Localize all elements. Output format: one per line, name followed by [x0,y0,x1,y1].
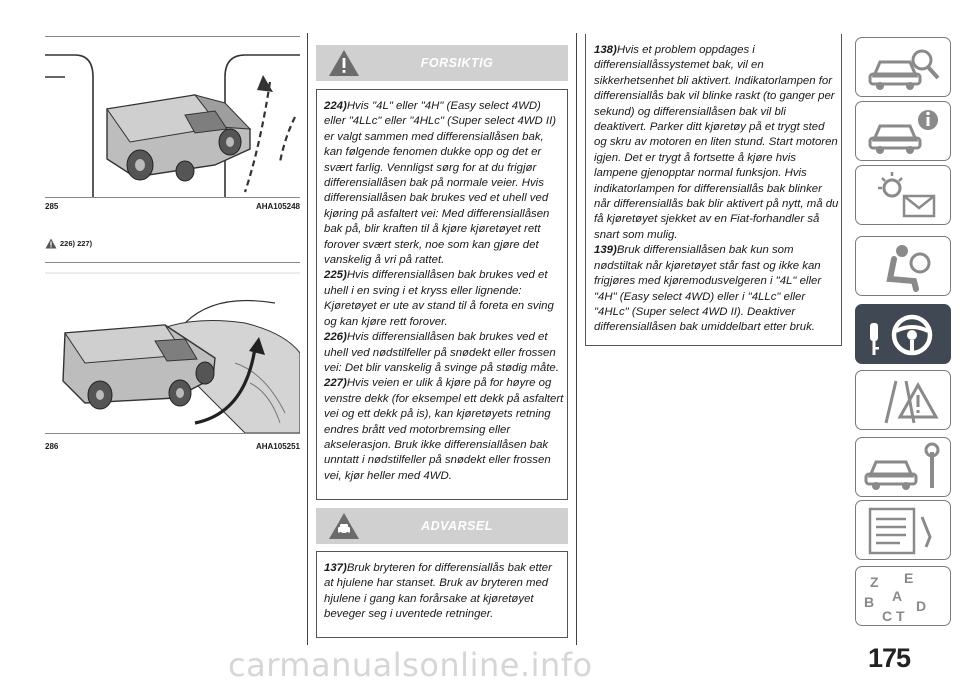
warning-text [324,561,564,623]
continued-warning-panel [585,34,842,346]
caution-references [45,238,92,249]
warning-title: ADVARSEL [421,519,493,533]
technical-data-list-icon [856,501,952,561]
dashboard-lights-message-icon [856,166,952,226]
figure-code: AHA105248 [255,202,300,211]
car-maintenance-wrench-icon [856,438,952,498]
svg-text:D: D [916,598,927,614]
figure-number: 286 [45,442,59,451]
caution-triangle-icon [45,238,57,249]
column-divider [576,33,577,645]
svg-text:C: C [882,608,893,624]
page-number: 175 [868,643,911,673]
tab-technical-data[interactable] [855,500,951,560]
svg-text:E: E [904,570,914,586]
svg-text:T: T [896,608,905,624]
caution-item: 225)Hvis differensiallåsen bak brukes ved et uhell i en sving i et kryss eller lignende: Kjøretøyet er ute av stand til å foreta en sving og kan kjøre rett forover. [324,269,554,328]
tab-safety[interactable] [855,236,951,296]
svg-text:Z: Z [870,574,879,590]
tab-emergency[interactable] [855,370,951,430]
warning-item: 138)Hvis et problem oppdages i differensiallåssystemet bak, vil en sikkerhetsenhet bli aktivert. Indikatorlampen for differensiallås bak vil blinke raskt (to ganger per sekund) og differensiallåsen bak vil bli deaktivert. Parker ditt kjøretøy på et trygt sted og skru av motoren en liten stund. Start motoren igjen. Det er trygt å fortsette å kjøre hvis lampene gjenopptar normal funksjon. Hvis indikatorlampen for differensiallås bak blinker når differensiallås bak blir aktivert på nytt, må du få kjøretøyet sjekket av en Fiat-forhandler så snart som mulig. [594,44,839,241]
warning-panel [316,551,568,638]
tab-maintenance[interactable] [855,437,951,497]
warning-header [316,508,568,544]
caution-item: 224)Hvis "4L" eller "4H" (Easy select 4WD) eller "4LLc" eller "4HLc" (Super select 4WD II) er valgt sammen med differensiallåsen bak, kan følgende fenomen dukke opp og det er svært farlig. Vennligst sørg for at du frigjør differensiallåsen bak på normale veier. Hvis differensiallåsen bak brukes ved et uhell ved kjøring på asfaltert vei: Med differensiallåsen bak på, blir kraften til å kjøre kjøretøyet rett forover svært sterk, noe som kan gjøre det vanskelig å vri på rattet. [324,100,557,267]
reference-numbers: 226) 227) [60,239,93,248]
caution-panel [316,89,568,500]
svg-text:B: B [864,594,875,610]
key-steering-wheel-icon [856,305,952,365]
column-divider [307,33,308,645]
road-warning-triangle-icon [856,371,952,431]
figure-code: AHA105251 [255,442,300,451]
car-search-icon [856,38,952,98]
pickup-offroad-curve-illustration [45,262,300,434]
caution-header [316,45,568,81]
alphabetical-index-icon [856,567,952,627]
watermark: carmanualsonline.info [228,646,593,684]
continued-warning-text [594,43,840,336]
svg-text:A: A [892,588,903,604]
pickup-turning-illustration [45,36,300,198]
seat-airbag-icon [856,237,952,297]
warning-item: 139)Bruk differensiallåsen bak kun som nødstiltak når kjøretøyet står fast og ikke kan frigjøres med kjøremodusvelgeren i "4L" eller "4H" (Easy select 4WD) eller i "4LLc" eller "4HLc" (Super select 4WD II). Deaktiver differensiallåsen bak umiddelbart etter bruk. [594,244,822,334]
caution-item: 227)Hvis veien er ulik å kjøre på for høyre og venstre dekk (for eksempel ett dekk på asfaltert vei og ett dekk på is), kan kjøretøyets retning endres brått ved motorbremsing eller akselerasjon. Bruk ikke differensiallåsen bak unntatt i nødstilfeller på snødekt eller frossen vei, kjør heller med 4WD. [324,377,564,482]
tab-index[interactable] [855,566,951,626]
tab-dashboard-lights[interactable] [855,165,951,225]
car-warning-triangle-icon [328,512,360,540]
tab-car-info[interactable] [855,101,951,161]
figure-number: 285 [45,202,59,211]
caution-title: FORSIKTIG [420,56,494,70]
tab-knowing-vehicle[interactable] [855,37,951,97]
tab-starting-driving[interactable] [855,304,951,364]
warning-item: 137)Bruk bryteren for differensiallås bak etter at hjulene har stanset. Bruk av bryteren med hjulene i gang kan forårsake at kjøretøyet beveger seg i uventede retninger. [324,562,552,621]
car-info-icon [856,102,952,162]
caution-text [324,99,564,484]
caution-item: 226)Hvis differensiallåsen bak brukes ved et uhell ved nødstilfeller på snødekt eller frossen vei: Det blir vanskelig å svinge på stødig måte. [324,331,559,374]
caution-triangle-icon [328,49,360,77]
